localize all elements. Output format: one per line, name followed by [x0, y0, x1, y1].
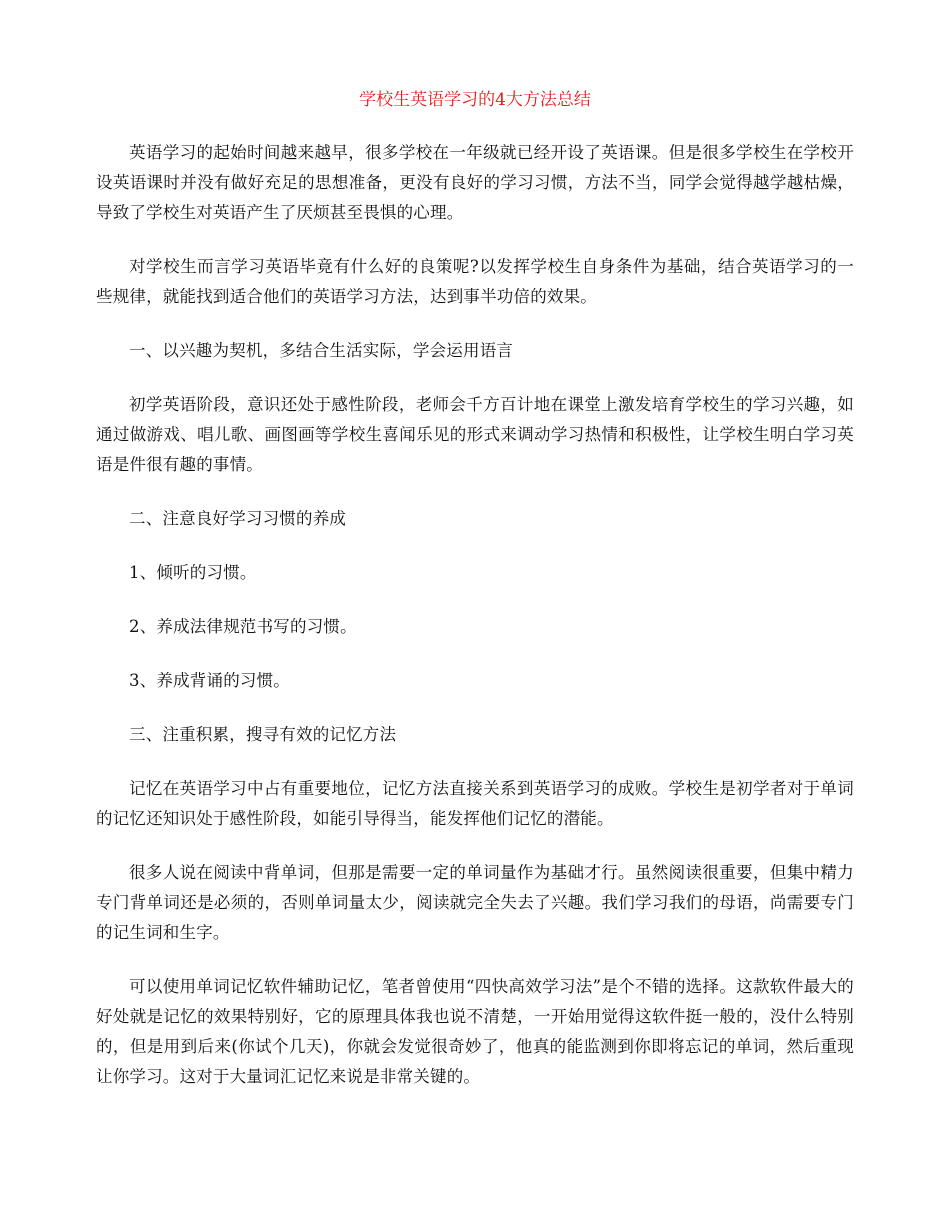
paragraph-software: 可以使用单词记忆软件辅助记忆，笔者曾使用“四快高效学习法”是个不错的选择。这款软件最大的好处就是记忆的效果特别好，它的原理具体我也说不清楚，一开始用觉得这软件挺一般的，没什么特别的，但是用到后来(你试个几天)，你就会发觉很奇妙了，他真的能监测到你即将忘记的单词，然后重现让你学习。这对于大量词汇记忆来说是非常关键的。 — [96, 977, 854, 1086]
list-item-listening: 1、倾听的习惯。 — [129, 563, 257, 582]
list-item-writing: 2、养成法律规范书写的习惯。 — [129, 617, 357, 636]
section-heading-3: 三、注重积累，搜寻有效的记忆方法 — [129, 725, 397, 744]
paragraph-intro: 英语学习的起始时间越来越早，很多学校在一年级就已经开设了英语课。但是很多学校生在学校开设英语课时并没有做好充足的思想准备，更没有良好的学习习惯，方法不当，同学会觉得越学越枯燥，导致了学校生对英语产生了厌烦甚至畏惧的心理。 — [96, 143, 854, 222]
document-title: 学校生英语学习的4大方法总结 — [359, 90, 591, 110]
paragraph-interest: 初学英语阶段，意识还处于感性阶段，老师会千方百计地在课堂上激发培育学校生的学习兴趣，如通过做游戏、唱儿歌、画图画等学校生喜闻乐见的形式来调动学习热情和积极性，让学校生明白学习英语是件很有趣的事情。 — [96, 395, 854, 474]
list-item-reciting: 3、养成背诵的习惯。 — [129, 671, 290, 690]
section-heading-2: 二、注意良好学习习惯的养成 — [129, 509, 347, 528]
section-heading-1: 一、以兴趣为契机，多结合生活实际，学会运用语言 — [129, 341, 514, 360]
paragraph-memory: 记忆在英语学习中占有重要地位，记忆方法直接关系到英语学习的成败。学校生是初学者对于单词的记忆还知识处于感性阶段，如能引导得当，能发挥他们记忆的潜能。 — [96, 779, 854, 828]
paragraph-reading: 很多人说在阅读中背单词，但那是需要一定的单词量作为基础才行。虽然阅读很重要，但集中精力专门背单词还是必须的，否则单词量太少，阅读就完全失去了兴趣。我们学习我们的母语，尚需要专门的记生词和生字。 — [96, 863, 854, 942]
paragraph-question: 对学校生而言学习英语毕竟有什么好的良策呢?以发挥学校生自身条件为基础，结合英语学习的一些规律，就能找到适合他们的英语学习方法，达到事半功倍的效果。 — [96, 257, 854, 306]
